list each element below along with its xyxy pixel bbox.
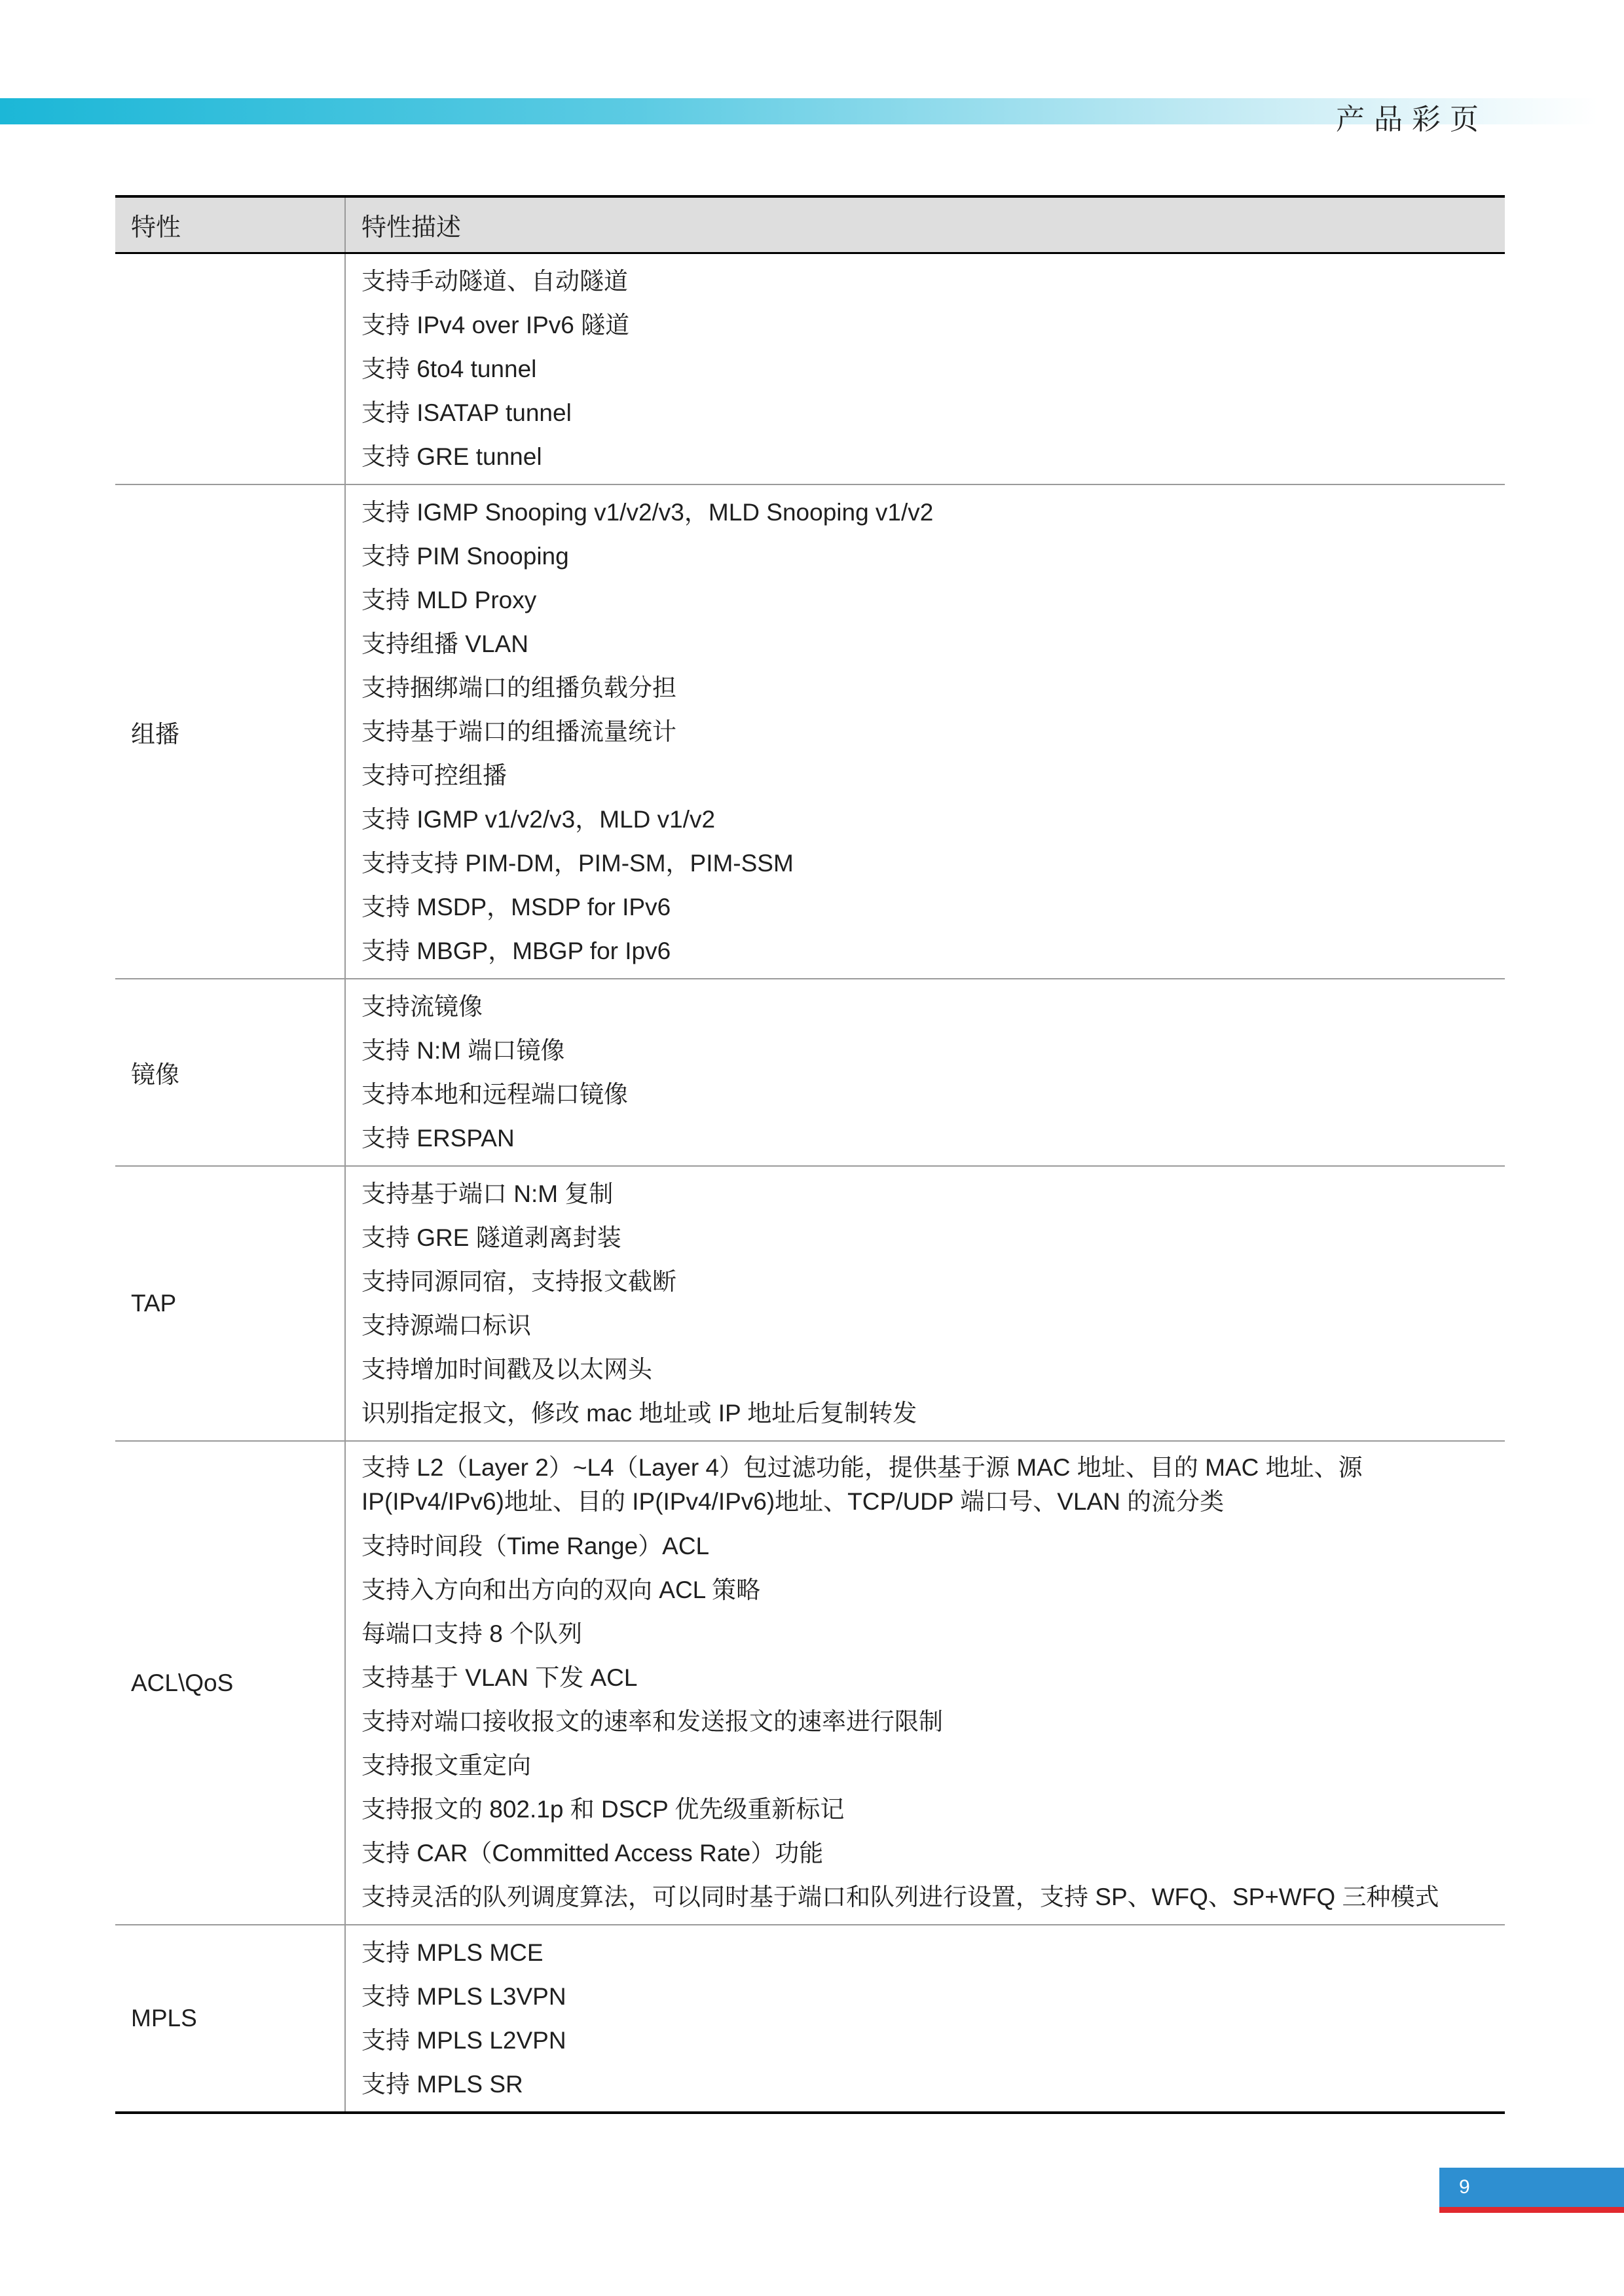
table-row [115, 1166, 1505, 1441]
description-cell [345, 1166, 1505, 1441]
description-item: 支持 MPLS L2VPN [361, 2027, 566, 2054]
description-cell [345, 484, 1505, 979]
description-cell [345, 979, 1505, 1166]
feature-cell [115, 253, 345, 485]
description-item: 支持 L2（Layer 2）~L4（Layer 4）包过滤功能，提供基于源 MAC 地址、目的 MAC 地址、源 IP(IPv4/IPv6)地址、目的 IP(IPv4/IPv6)地址、TCP/UDP 端口号、VLAN 的流分类 [361, 1454, 1363, 1515]
description-item: 支持捆绑端口的组播负载分担 [361, 674, 676, 701]
description-item: 识别指定报文，修改 mac 地址或 IP 地址后复制转发 [361, 1400, 917, 1427]
description-item: 支持流镜像 [361, 993, 483, 1020]
description-item: 支持基于 VLAN 下发 ACL [361, 1664, 638, 1691]
description-item: 支持 ISATAP tunnel [361, 399, 572, 426]
table-header-row [115, 196, 1505, 253]
table-row [115, 253, 1505, 485]
description-cell [345, 1441, 1505, 1925]
description-item: 支持 N:M 端口镜像 [361, 1037, 565, 1064]
description-item: 支持组播 VLAN [361, 630, 528, 657]
description-item: 每端口支持 8 个队列 [361, 1620, 583, 1647]
description-item: 支持报文的 802.1p 和 DSCP 优先级重新标记 [361, 1796, 845, 1823]
description-cell [345, 1925, 1505, 2113]
table-row [115, 1441, 1505, 1925]
description-item: 支持支持 PIM-DM，PIM-SM，PIM-SSM [361, 850, 794, 877]
description-item: 支持对端口接收报文的速率和发送报文的速率进行限制 [361, 1708, 943, 1735]
description-item: 支持 MPLS MCE [361, 1939, 544, 1966]
description-item: 支持时间段（Time Range）ACL [361, 1533, 710, 1559]
description-item: 支持 GRE tunnel [361, 443, 542, 470]
description-item: 支持 CAR（Committed Access Rate）功能 [361, 1840, 824, 1867]
description-item: 支持 MPLS SR [361, 2071, 523, 2098]
column-header-feature: 特性 [115, 196, 345, 253]
description-item: 支持 IGMP v1/v2/v3，MLD v1/v2 [361, 806, 716, 833]
feature-cell: ACL\QoS [115, 1441, 345, 1925]
description-item: 支持可控组播 [361, 762, 507, 789]
description-item: 支持 MSDP，MSDP for IPv6 [361, 894, 671, 920]
description-item: 支持源端口标识 [361, 1312, 531, 1339]
description-item: 支持 IGMP Snooping v1/v2/v3，MLD Snooping v1/v2 [361, 499, 934, 526]
description-item: 支持基于端口的组播流量统计 [361, 718, 676, 745]
feature-cell: 镜像 [115, 979, 345, 1166]
description-item: 支持本地和远程端口镜像 [361, 1081, 628, 1108]
description-item: 支持报文重定向 [361, 1752, 531, 1779]
feature-cell: TAP [115, 1166, 345, 1441]
description-item: 支持 6to4 tunnel [361, 355, 537, 382]
description-item: 支持 MPLS L3VPN [361, 1983, 566, 2010]
description-cell [345, 253, 1505, 485]
description-item: 支持手动隧道、自动隧道 [361, 268, 628, 295]
table-row [115, 484, 1505, 979]
description-item: 支持 MBGP，MBGP for Ipv6 [361, 938, 671, 964]
page-number-underline [1439, 2207, 1624, 2213]
column-header-description: 特性描述 [345, 196, 1505, 253]
description-item: 支持 PIM Snooping [361, 543, 569, 570]
description-item: 支持增加时间戳及以太网头 [361, 1356, 652, 1383]
description-item: 支持 MLD Proxy [361, 587, 537, 613]
description-item: 支持基于端口 N:M 复制 [361, 1180, 614, 1207]
feature-cell: 组播 [115, 484, 345, 979]
page-number: 9 [1439, 2168, 1624, 2207]
feature-cell: MPLS [115, 1925, 345, 2113]
description-item: 支持 ERSPAN [361, 1125, 515, 1152]
description-item: 支持 GRE 隧道剥离封装 [361, 1224, 621, 1251]
page-header-title: 产品彩页 [1336, 103, 1488, 136]
description-item: 支持 IPv4 over IPv6 隧道 [361, 312, 630, 338]
table-row [115, 979, 1505, 1166]
description-item: 支持灵活的队列调度算法，可以同时基于端口和队列进行设置，支持 SP、WFQ、SP+WFQ 三种模式 [361, 1884, 1439, 1910]
feature-table [115, 195, 1505, 2114]
description-item: 支持同源同宿，支持报文截断 [361, 1268, 676, 1295]
table-row [115, 1925, 1505, 2113]
description-item: 支持入方向和出方向的双向 ACL 策略 [361, 1576, 761, 1603]
